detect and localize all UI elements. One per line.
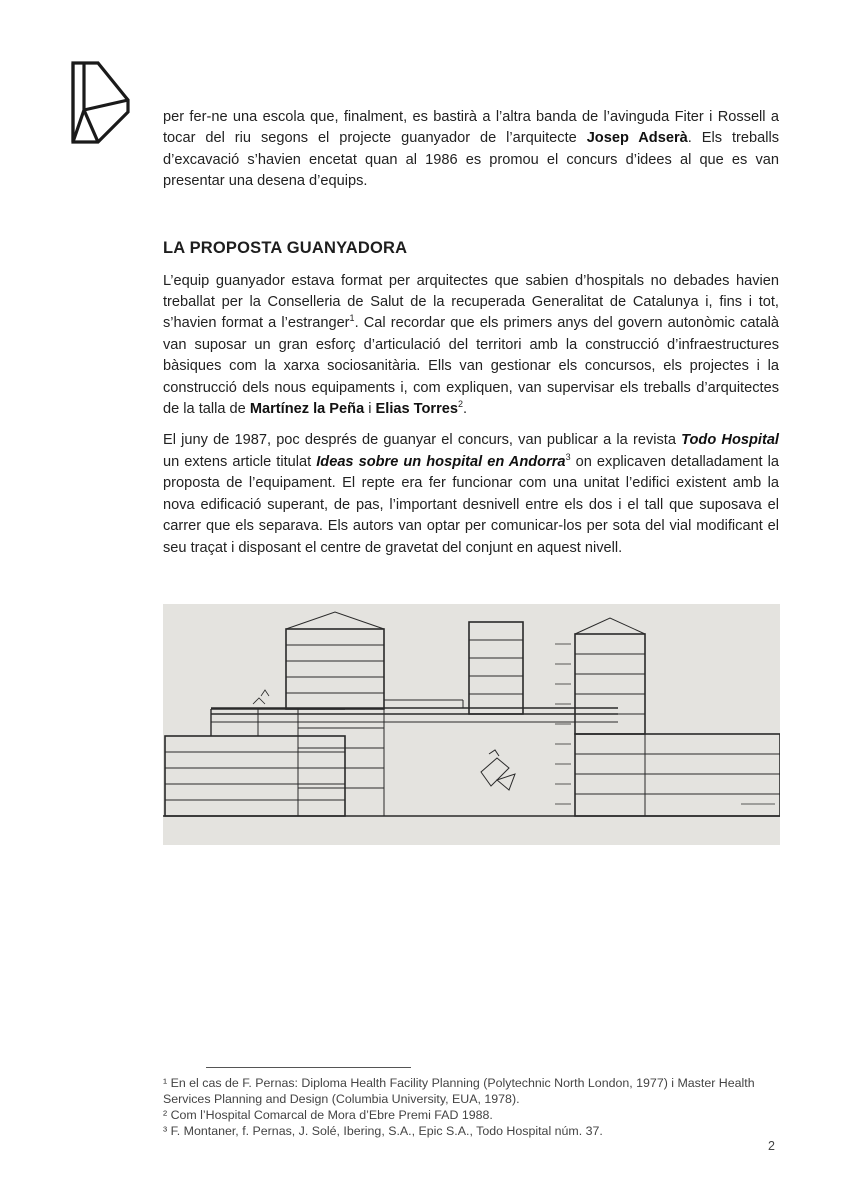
magazine-title: Todo Hospital [681, 432, 779, 449]
footnote-ref: 3 [565, 452, 571, 463]
text-run: . Els treballs d’excavació s’havien encetat quan al 1986 es promou el concurs d’idees al que es van presentar una desena d’equips. [163, 130, 779, 190]
footnote-1: ¹ En el cas de F. Pernas: Diploma Health Facility Planning (Polytechnic North London, 1977) i Master Health Services Planning and Design (Columbia University, EUA, 1978). [163, 1076, 755, 1106]
text-run: . [463, 401, 468, 418]
page-number: 2 [768, 1139, 775, 1153]
section-drawing-image [163, 604, 780, 845]
footnote-ref: 2 [458, 399, 464, 410]
paragraph-intro [163, 107, 779, 193]
text-run: i [364, 401, 376, 418]
text-run: El juny de 1987, poc després de guanyar el concurs, van publicar a la revista [163, 432, 682, 449]
section-heading: LA PROPOSTA GUANYADORA [163, 238, 408, 257]
text-run: un extens article titulat [163, 453, 317, 470]
article-title: Ideas sobre un hospital en Andorra [316, 453, 566, 470]
footnote-2: ² Com l’Hospital Comarcal de Mora d’Ebre Premi FAD 1988. [163, 1108, 493, 1122]
text-run: L’equip guanyador estava format per arquitectes que sabien d’hospitals no debades havien treballat per la Conselleria de Salut de la recuperada Generalitat de Catalunya i, fins i tot, s’havien format a l’estranger [163, 272, 779, 332]
publisher-logo-icon [70, 60, 132, 145]
footnote-ref: 1 [349, 313, 355, 324]
architect-name: Elias Torres [375, 401, 459, 418]
architect-name: Josep Adserà [586, 130, 688, 147]
paragraph-publication [163, 430, 779, 558]
footnote-3: ³ F. Montaner, f. Pernas, J. Solé, Ibering, S.A., Epic S.A., Todo Hospital núm. 37. [163, 1124, 603, 1138]
paragraph-team [163, 271, 779, 421]
footnote-divider [206, 1067, 411, 1068]
article-body [163, 107, 779, 569]
text-run: per fer-ne una escola que, finalment, es bastirà a l’altra banda de l’avinguda Fiter i Rossell a tocar del riu segons el projecte guanyador de l’arquitecte [163, 109, 779, 147]
architect-name: Martínez la Peña [249, 401, 365, 418]
text-run: on explicaven detalladament la proposta de l’equipament. El repte era fer funcionar com una unitat l’edifici existent amb la nova edificació superant, de pas, l’important desnivell entre els dos i el tall que suposava el carrer que els separava. Els autors van optar per comunicar-los per sota del vial modificant el seu traçat i disposant el centre de gravetat del conjunt en aquest nivell. [163, 453, 779, 556]
text-run: . Cal recordar que els primers anys del govern autonòmic català van suposar un gran esforç d’articulació del territori amb la construcció d’infraestructures bàsiques com la xarxa sociosanitària. Ells van gestionar els concursos, els projectes i la construcció dels nous equipaments i, com expliquen, van supervisar els treballs d’arquitectes de la talla de [163, 315, 779, 418]
footnotes [163, 1075, 793, 1139]
